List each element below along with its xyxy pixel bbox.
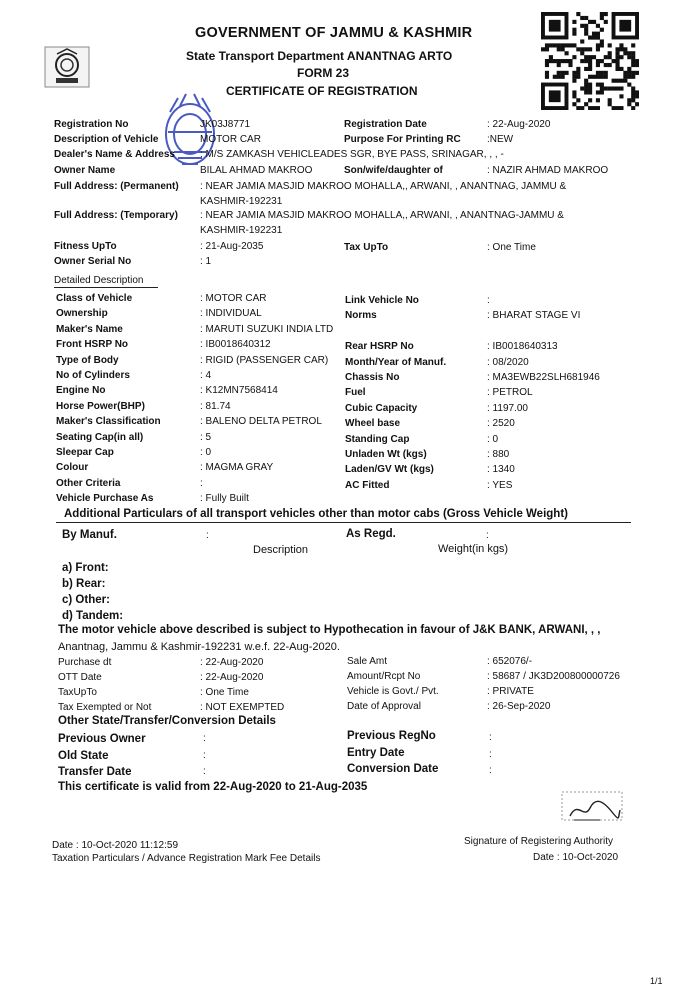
axle-item: d) Tandem: <box>62 610 124 622</box>
detail-value: : 0 <box>200 447 212 458</box>
detail-right-value: : 2520 <box>487 418 515 429</box>
validity-statement: This certificate is valid from 22-Aug-2020 to 21-Aug-2035 <box>58 781 368 793</box>
detail-right-value: : 880 <box>487 449 510 460</box>
detail-label: Class of Vehicle <box>56 293 133 304</box>
detail-value: : Fully Built <box>200 493 249 504</box>
signature-date: Date : 10-Oct-2020 <box>533 852 619 863</box>
page-number: 1/1 <box>650 976 663 986</box>
top-right-value: : 22-Aug-2020 <box>487 119 551 130</box>
permanent-address-label: Full Address: (Permanent) <box>54 181 179 192</box>
other-state-label: Transfer Date <box>58 766 132 778</box>
axle-item: b) Rear: <box>62 578 106 590</box>
additional-particulars-title: Additional Particulars of all transport vehicles other than motor cabs (Gross Vehicle Weight) <box>64 508 568 520</box>
temporary-address-line-1: : NEAR JAMIA MASJID MAKROO MOHALLA,, ARWANI, , ANANTNAG-JAMMU & <box>200 210 564 221</box>
detail-right-label: Rear HSRP No <box>345 341 414 352</box>
other-state-value: : <box>203 733 206 744</box>
detail-value: : 5 <box>200 432 212 443</box>
detail-right-value: : BHARAT STAGE VI <box>487 310 581 321</box>
state-emblem-logo <box>44 46 90 88</box>
purchase-right-value: : 652076/- <box>487 656 533 667</box>
other-state-right-value: : <box>489 749 492 760</box>
purchase-label: Tax Exempted or Not <box>58 702 152 713</box>
purchase-right-label: Amount/Rcpt No <box>347 671 421 682</box>
government-title: GOVERNMENT OF JAMMU & KASHMIR <box>195 25 473 41</box>
detail-right-label: Standing Cap <box>345 434 410 445</box>
detail-value: : MAGMA GRAY <box>200 462 274 473</box>
top-left-value: : M/S ZAMKASH VEHICLEADES SGR, BYE PASS, SRINAGAR, , , - <box>200 149 504 160</box>
detail-label: Ownership <box>56 308 108 319</box>
signature-label: Signature of Registering Authority <box>464 836 613 847</box>
detail-label: Maker's Name <box>56 324 123 335</box>
detailed-description-title: Detailed Description <box>54 275 144 286</box>
purchase-right-label: Date of Approval <box>347 701 421 712</box>
as-regd-label: As Regd. <box>346 528 396 540</box>
other-state-right-value: : <box>489 765 492 776</box>
other-state-right-label: Entry Date <box>347 747 405 759</box>
temporary-address-label: Full Address: (Temporary) <box>54 210 178 221</box>
purchase-right-value: : 26-Sep-2020 <box>487 701 551 712</box>
detail-value: : MOTOR CAR <box>200 293 267 304</box>
other-state-value: : <box>203 750 206 761</box>
taxation-particulars: Taxation Particulars / Advance Registration Mark Fee Details <box>52 853 321 864</box>
detail-label: Sleepar Cap <box>56 447 114 458</box>
form-number: FORM 23 <box>297 66 350 80</box>
detail-right-value: : 0 <box>487 434 499 445</box>
detail-label: Vehicle Purchase As <box>56 493 154 504</box>
top-left-value: BILAL AHMAD MAKROO <box>200 165 313 176</box>
footer-date: Date : 10-Oct-2020 11:12:59 <box>52 840 179 851</box>
detail-value: : 81.74 <box>200 401 231 412</box>
purchase-right-label: Vehicle is Govt./ Pvt. <box>347 686 439 697</box>
other-state-right-label: Conversion Date <box>347 763 439 775</box>
temporary-address-line-2: KASHMIR-192231 <box>200 225 283 236</box>
purchase-value: : 22-Aug-2020 <box>200 657 264 668</box>
fitness-label: Fitness UpTo <box>54 241 117 252</box>
other-state-right-label: Previous RegNo <box>347 730 436 742</box>
detail-right-value: : 1197.00 <box>487 403 528 414</box>
detail-value: : INDIVIDUAL <box>200 308 262 319</box>
certificate-title: CERTIFICATE OF REGISTRATION <box>226 84 418 98</box>
detail-right-value: : IB0018640313 <box>487 341 558 352</box>
purchase-value: : 22-Aug-2020 <box>200 672 264 683</box>
axle-item: c) Other: <box>62 594 110 606</box>
purchase-label: Purchase dt <box>58 657 112 668</box>
detail-right-value: : 1340 <box>487 464 515 475</box>
detail-value: : K12MN7568414 <box>200 385 278 396</box>
detail-label: Maker's Classification <box>56 416 161 427</box>
detail-right-label: Laden/GV Wt (kgs) <box>345 464 434 475</box>
purchase-right-value: : 58687 / JK3D200800000726 <box>487 671 620 682</box>
detail-value: : RIGID (PASSENGER CAR) <box>200 355 329 366</box>
purchase-label: OTT Date <box>58 672 102 683</box>
other-state-value: : <box>203 766 206 777</box>
owner-serial-value: : 1 <box>200 256 212 267</box>
detail-label: Engine No <box>56 385 106 396</box>
owner-serial-label: Owner Serial No <box>54 256 132 267</box>
axle-item: a) Front: <box>62 562 109 574</box>
top-left-value: JK03J8771 <box>200 119 251 130</box>
detail-label: Other Criteria <box>56 478 121 489</box>
purchase-value: : One Time <box>200 687 249 698</box>
detail-label: No of Cylinders <box>56 370 130 381</box>
detail-right-label: Month/Year of Manuf. <box>345 357 447 368</box>
permanent-address-line-2: KASHMIR-192231 <box>200 196 283 207</box>
as-regd-colon: : <box>486 530 489 541</box>
purchase-label: TaxUpTo <box>58 687 97 698</box>
detail-right-label: Unladen Wt (kgs) <box>345 449 427 460</box>
detail-value: : IB0018640312 <box>200 339 271 350</box>
detail-right-label: Fuel <box>345 387 366 398</box>
permanent-address-line-1: : NEAR JAMIA MASJID MAKROO MOHALLA,, ARWANI, , ANANTNAG, JAMMU & <box>200 181 567 192</box>
top-left-label: Owner Name <box>54 165 116 176</box>
additional-top-rule <box>56 522 631 523</box>
detail-right-label: Norms <box>345 310 377 321</box>
top-left-label: Registration No <box>54 119 129 130</box>
hypothecation-line-1: The motor vehicle above described is subject to Hypothecation in favour of J&K BANK, ARWANI, , , <box>58 624 601 636</box>
top-left-value: MOTOR CAR <box>200 134 261 145</box>
description-header: Description <box>253 544 309 556</box>
authority-signature <box>560 790 624 828</box>
detail-right-label: Link Vehicle No <box>345 295 419 306</box>
detail-right-value: : YES <box>487 480 513 491</box>
detail-value: : 4 <box>200 370 212 381</box>
top-right-value: : NAZIR AHMAD MAKROO <box>487 165 609 176</box>
top-right-label: Registration Date <box>344 119 427 130</box>
other-state-label: Old State <box>58 750 109 762</box>
hypothecation-line-2: Anantnag, Jammu & Kashmir-192231 w.e.f. 22-Aug-2020. <box>58 641 340 653</box>
detail-label: Horse Power(BHP) <box>56 401 145 412</box>
purchase-right-value: : PRIVATE <box>487 686 534 697</box>
by-manuf-label: By Manuf. <box>62 529 117 541</box>
detailed-title-underline <box>54 287 158 288</box>
other-state-right-value: : <box>489 732 492 743</box>
detail-value: : <box>200 478 203 489</box>
detail-right-label: Cubic Capacity <box>345 403 418 414</box>
top-left-label: Dealer's Name & Address <box>54 149 175 160</box>
top-left-label: Description of Vehicle <box>54 134 159 145</box>
detail-label: Front HSRP No <box>56 339 129 350</box>
weight-header: Weight(in kgs) <box>438 543 509 555</box>
other-state-title: Other State/Transfer/Conversion Details <box>58 715 276 727</box>
detail-label: Type of Body <box>56 355 119 366</box>
detail-label: Colour <box>56 462 89 473</box>
detail-right-value: : PETROL <box>487 387 533 398</box>
top-right-label: Purpose For Printing RC <box>344 134 461 145</box>
detail-right-value: : MA3EWB22SLH681946 <box>487 372 600 383</box>
top-right-value: :NEW <box>487 134 514 145</box>
detail-right-label: AC Fitted <box>345 480 390 491</box>
detail-value: : MARUTI SUZUKI INDIA LTD <box>200 324 334 335</box>
detail-label: Seating Cap(in all) <box>56 432 144 443</box>
detail-value: : BALENO DELTA PETROL <box>200 416 322 427</box>
top-right-label: Son/wife/daughter of <box>344 165 443 176</box>
by-manuf-colon: : <box>206 530 209 541</box>
qr-code <box>541 12 639 110</box>
tax-upto-label: Tax UpTo <box>344 242 389 253</box>
other-state-label: Previous Owner <box>58 733 146 745</box>
detail-right-label: Wheel base <box>345 418 401 429</box>
fitness-value: : 21-Aug-2035 <box>200 241 264 252</box>
tax-upto-value: : One Time <box>487 242 536 253</box>
department-title: State Transport Department ANANTNAG ARTO <box>186 49 453 63</box>
detail-right-label: Chassis No <box>345 372 400 383</box>
purchase-value: : NOT EXEMPTED <box>200 702 285 713</box>
purchase-right-label: Sale Amt <box>347 656 388 667</box>
detail-right-value: : <box>487 295 490 306</box>
detail-right-value: : 08/2020 <box>487 357 529 368</box>
